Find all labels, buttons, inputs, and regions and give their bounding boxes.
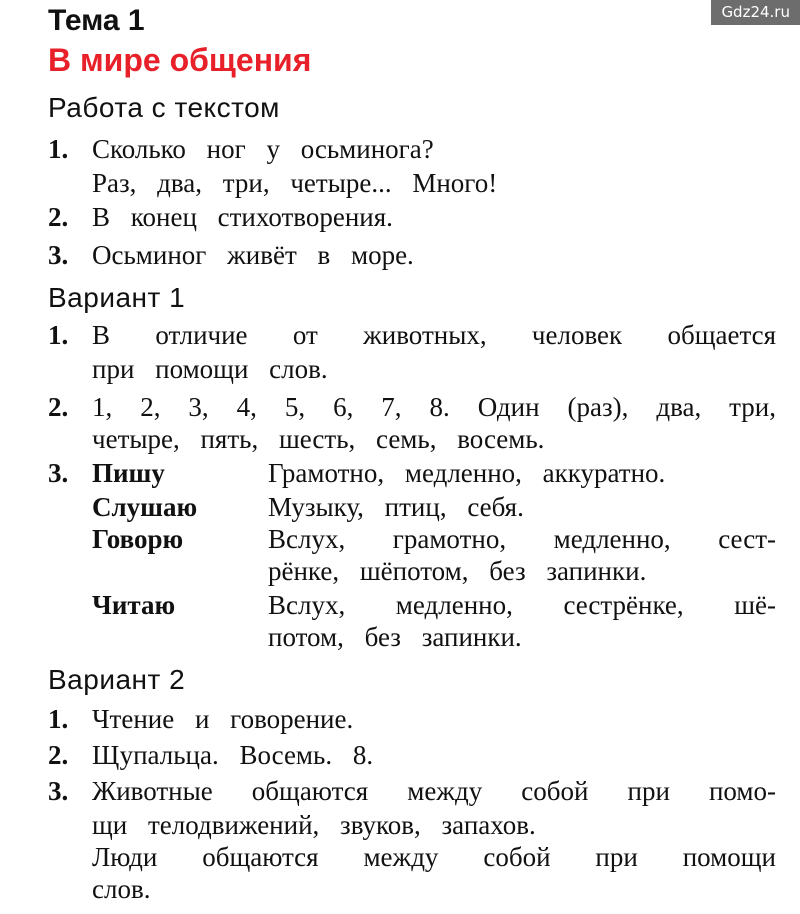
table-term: Пишу: [92, 458, 165, 488]
item-text: 1, 2, 3, 4, 5, 6, 7, 8. Один (раз), два, три,: [92, 392, 776, 422]
item-text: Сколько ног у осьминога?: [92, 134, 434, 164]
item-number: 3.: [48, 240, 69, 270]
table-desc: Музыку, птиц, себя.: [268, 492, 524, 522]
table-term: Читаю: [92, 590, 176, 620]
topic-number: Тема 1: [48, 4, 145, 37]
item-number: 2.: [48, 202, 69, 232]
table-desc-continued: рёнке, шёпотом, без запинки.: [268, 556, 647, 586]
item-text-continued: щи телодвижений, звуков, запахов.: [92, 810, 536, 840]
topic-title: В мире общения: [48, 42, 312, 78]
item-text: В отличие от животных, человек общается: [92, 320, 776, 350]
item-text-continued: слов.: [92, 874, 151, 904]
item-number: 1.: [48, 704, 69, 734]
item-number: 1.: [48, 134, 69, 164]
item-text: В конец стихотворения.: [92, 202, 393, 232]
watermark-badge: Gdz24.ru: [711, 0, 800, 25]
item-number: 3.: [48, 458, 69, 488]
item-text-continued: четыре, пять, шесть, семь, восемь.: [92, 424, 545, 454]
table-desc: Грамотно, медленно, аккуратно.: [268, 458, 666, 488]
item-number: 2.: [48, 740, 69, 770]
item-number: 1.: [48, 320, 69, 350]
section-title-variant-1: Вариант 1: [48, 282, 186, 313]
item-number: 2.: [48, 392, 69, 422]
item-text: Щупальца. Восемь. 8.: [92, 740, 374, 770]
table-term: Говорю: [92, 524, 184, 554]
table-term: Слушаю: [92, 492, 198, 522]
section-title-work-with-text: Работа с текстом: [48, 92, 280, 123]
table-desc: Вслух, грамотно, медленно, сест-: [268, 524, 776, 554]
item-text: Осьминог живёт в море.: [92, 240, 414, 270]
item-text-continued: Раз, два, три, четыре... Много!: [92, 168, 498, 198]
item-text: Чтение и говорение.: [92, 704, 354, 734]
table-desc-continued: потом, без запинки.: [268, 622, 522, 652]
item-text-continued: Люди общаются между собой при помощи: [92, 842, 776, 872]
item-text: Животные общаются между собой при помо-: [92, 776, 776, 806]
item-number: 3.: [48, 776, 69, 806]
section-title-variant-2: Вариант 2: [48, 664, 186, 695]
item-text-continued: при помощи слов.: [92, 354, 328, 384]
table-desc: Вслух, медленно, сестрёнке, шё-: [268, 590, 776, 620]
